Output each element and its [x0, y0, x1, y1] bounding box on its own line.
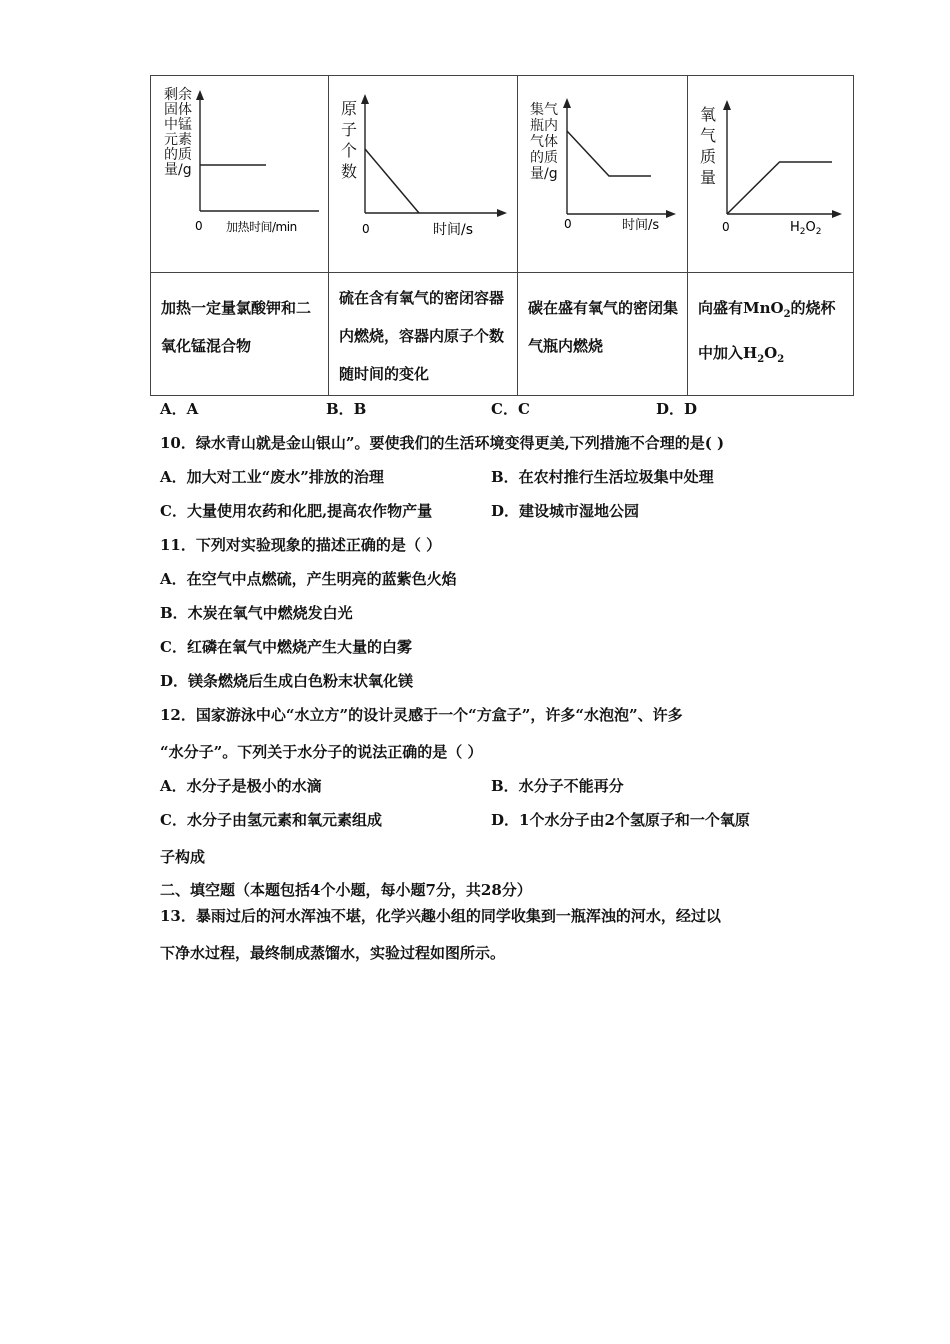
chart-b-x-label: 时间/s: [433, 222, 474, 238]
chart-b-description: 硫在含有氧气的密闭容器内燃烧，容器内原子个数随时间的变化: [339, 289, 505, 383]
q10-stem: 10．绿水青山就是金山银山”。要使我们的生活环境变得更美,下列措施不合理的是( ): [160, 434, 725, 452]
chart-c-origin: 0: [564, 217, 572, 231]
q9-option-a[interactable]: A．A: [160, 400, 199, 418]
chart-d-data-line: [727, 162, 832, 214]
q11-option-b[interactable]: B．木炭在氧气中燃烧发白光: [160, 604, 353, 622]
q12-option-a[interactable]: A．水分子是极小的水滴: [160, 777, 322, 795]
q11-option-c[interactable]: C．红磷在氧气中燃烧产生大量的白雾: [160, 638, 412, 656]
chart-a-y-label: 剩余固体中锰元素的质量/g: [164, 87, 192, 178]
q9-option-d[interactable]: D．D: [656, 400, 698, 418]
chart-d-x-label: $H_2O_2$: [790, 220, 822, 237]
q11-option-d[interactable]: D．镁条燃烧后生成白色粉末状氧化镁: [160, 672, 414, 690]
chart-b-origin: 0: [362, 222, 370, 236]
chart-d-cell: [688, 76, 854, 273]
chart-a: [151, 76, 329, 272]
chart-a-x-label: 加热时间/min: [226, 220, 297, 234]
q9-figure-table: [150, 75, 854, 396]
chart-c-x-label: 时间/s: [622, 218, 660, 233]
q13-line2: 下净水过程，最终制成蒸馏水，实验过程如图所示。: [160, 944, 506, 962]
q9-option-c[interactable]: C．C: [491, 400, 530, 418]
chart-b: [329, 76, 518, 272]
q12-stem-line1: 12．国家游泳中心“水立方”的设计灵感于一个“方盒子”，许多“水泡泡”、许多: [160, 706, 683, 724]
q9-option-b[interactable]: B．B: [326, 400, 367, 418]
q10-option-d[interactable]: D．建设城市湿地公园: [491, 502, 640, 520]
section-2-heading: 二、填空题（本题包括4个小题，每小题7分，共28分）: [160, 881, 532, 899]
chart-b-y-arrow: [361, 94, 369, 104]
chart-c: [518, 76, 688, 272]
chart-c-description: 碳在盛有氧气的密闭集气瓶内燃烧: [528, 299, 679, 355]
chart-d: [688, 76, 854, 272]
chart-b-x-arrow: [497, 209, 507, 217]
chart-c-x-arrow: [666, 210, 676, 218]
q13-line1: 13．暴雨过后的河水浑浊不堪，化学兴趣小组的同学收集到一瓶浑浊的河水，经过以: [160, 907, 721, 925]
chart-d-origin: 0: [722, 220, 730, 234]
q12-stem-line2: “水分子”。下列关于水分子的说法正确的是（ ）: [160, 743, 483, 761]
chart-c-y-label: 集气瓶内气体的质量/g: [530, 102, 558, 182]
chart-c-description-cell: [518, 273, 688, 396]
q12-option-d[interactable]: D．1个水分子由2个氢原子和一个氧原: [491, 811, 750, 829]
q12-option-d-continuation: 子构成: [160, 848, 206, 866]
q10-option-b[interactable]: B．在农村推行生活垃圾集中处理: [491, 468, 714, 486]
q11-stem: 11．下列对实验现象的描述正确的是（ ）: [160, 536, 442, 554]
chart-a-description-cell: [151, 273, 329, 396]
chart-b-cell: [329, 76, 518, 273]
q11-option-a[interactable]: A．在空气中点燃硫，产生明亮的蓝紫色火焰: [160, 570, 457, 588]
chart-b-data-line: [365, 149, 419, 213]
chart-d-description-cell: [688, 273, 854, 396]
chart-d-description: 向盛有MnO$_2$的烧杯中加入$H_2O_2$: [698, 299, 836, 365]
q10-option-c[interactable]: C．大量使用农药和化肥,提高农作物产量: [160, 502, 433, 520]
q12-option-c[interactable]: C．水分子由氢元素和氧元素组成: [160, 811, 382, 829]
chart-c-data-line: [567, 131, 651, 176]
chart-a-origin: 0: [195, 219, 203, 233]
chart-b-y-label: 原子个数: [341, 99, 358, 181]
chart-d-x-arrow: [832, 210, 842, 218]
chart-a-y-arrow: [196, 90, 204, 100]
chart-d-y-arrow: [723, 100, 731, 110]
chart-c-cell: [518, 76, 688, 273]
chart-d-y-label: 氧气质量: [700, 105, 717, 187]
chart-b-description-cell: [329, 273, 518, 396]
chart-a-description: 加热一定量氯酸钾和二氧化锰混合物: [161, 299, 312, 355]
q10-option-a[interactable]: A．加大对工业“废水”排放的治理: [160, 468, 384, 486]
chart-c-y-arrow: [563, 98, 571, 108]
q12-option-b[interactable]: B．水分子不能再分: [491, 777, 624, 795]
chart-a-cell: [151, 76, 329, 273]
